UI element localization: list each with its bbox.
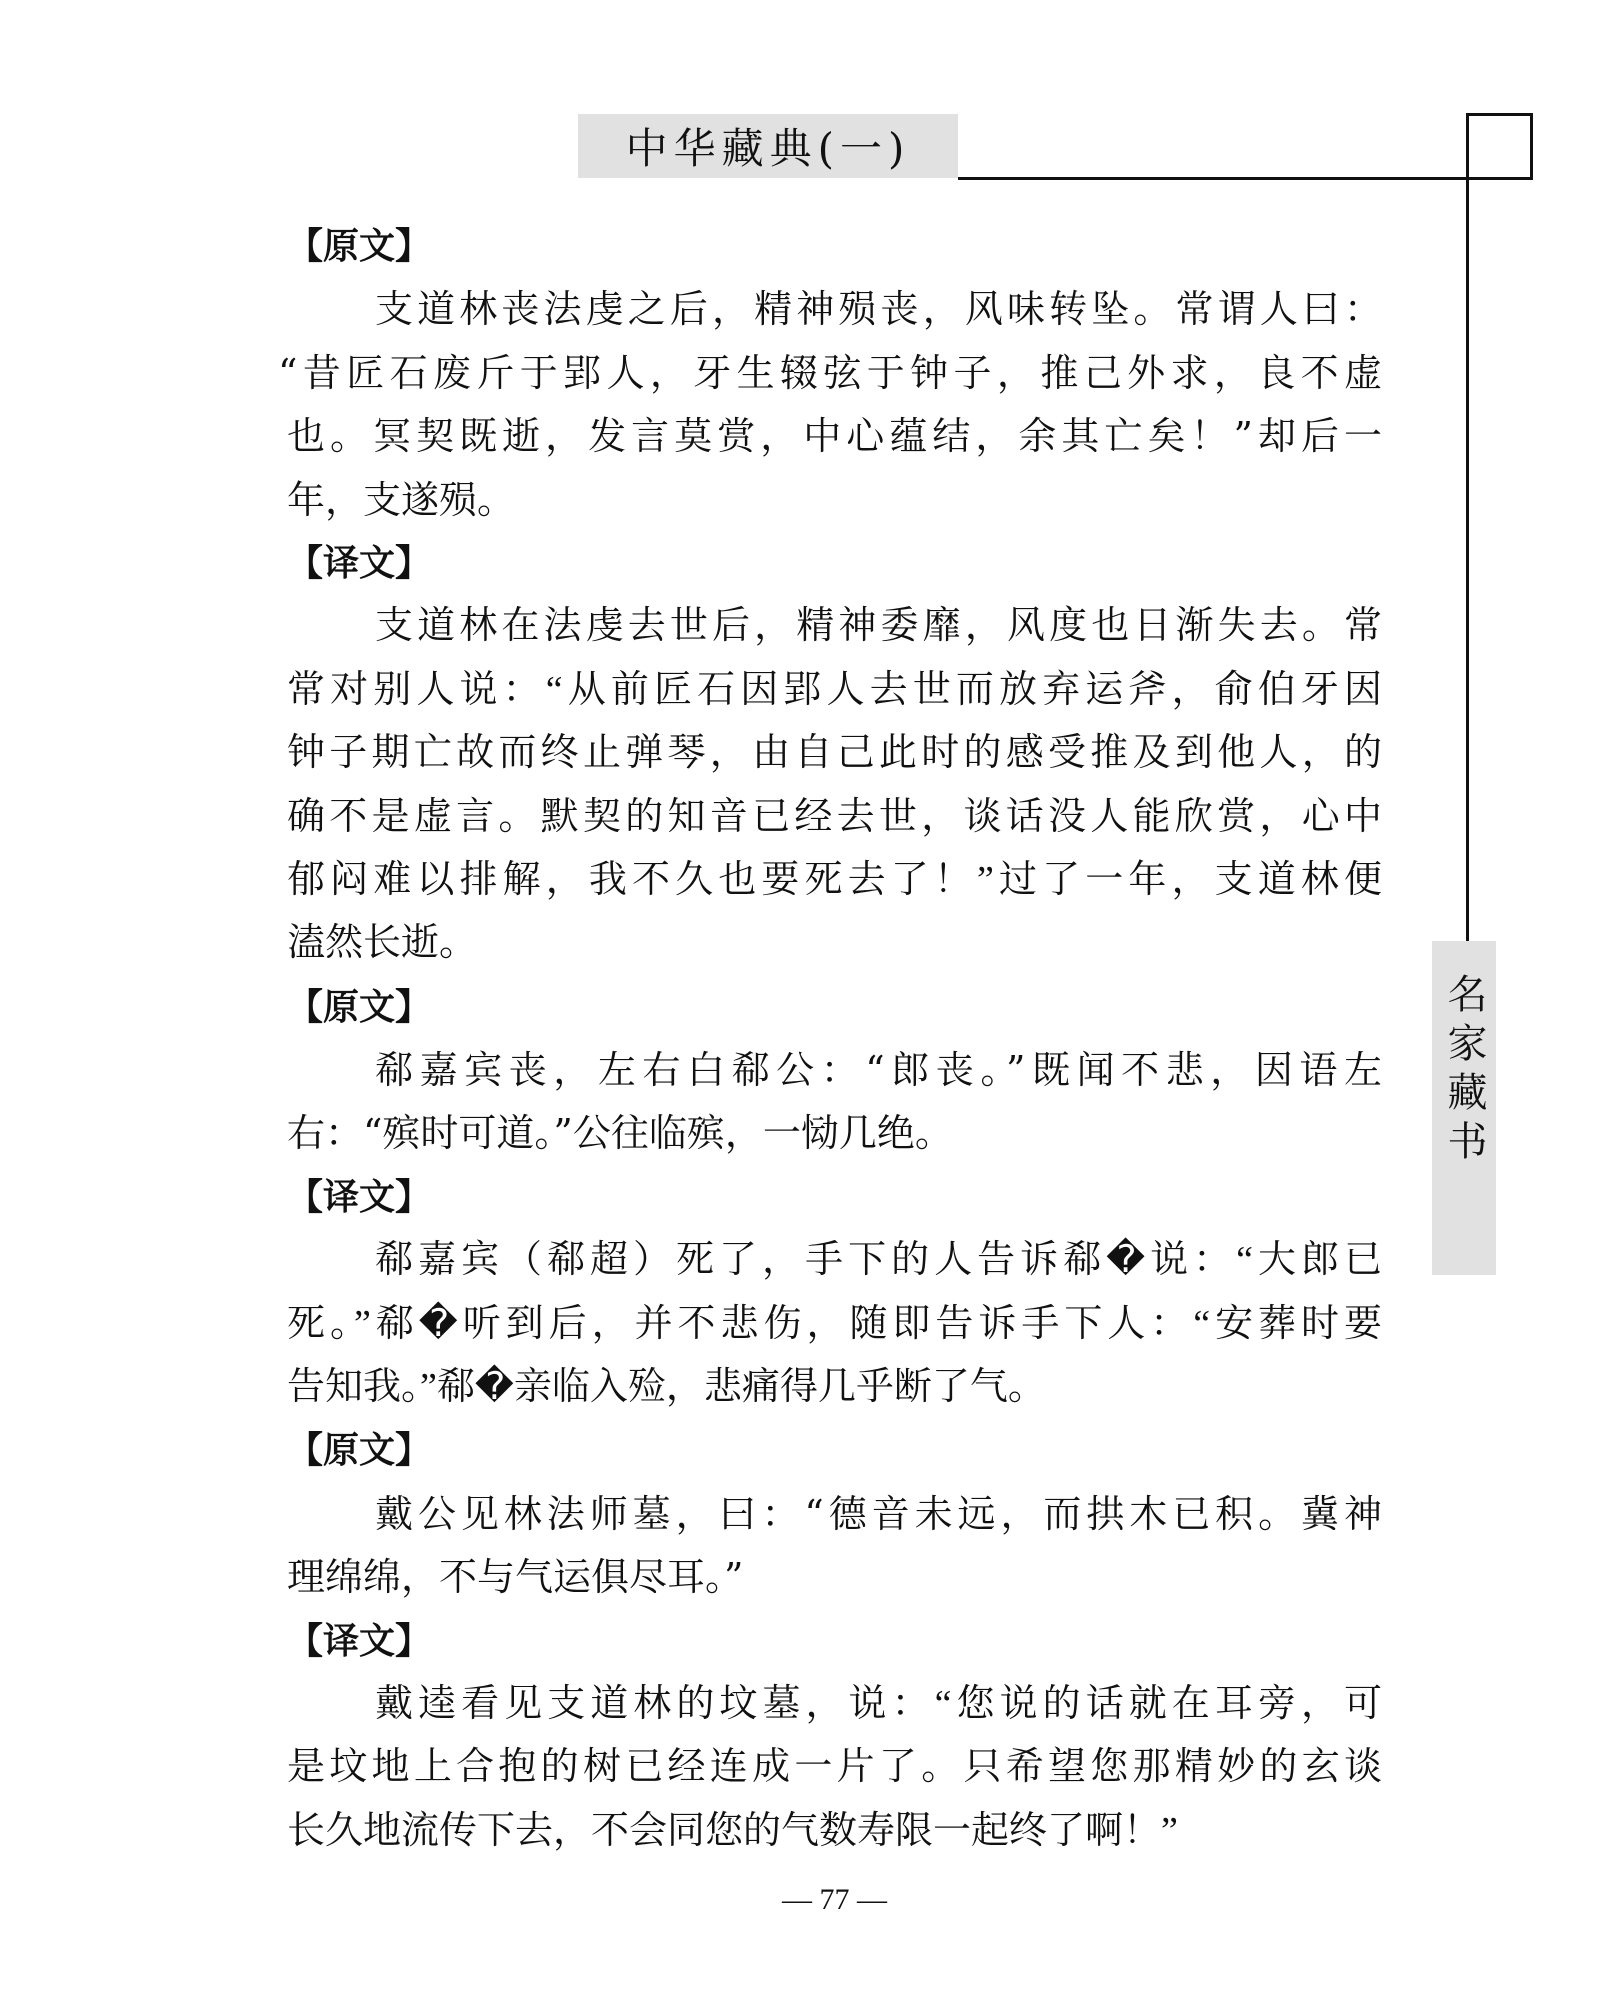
page-body	[278, 215, 1382, 1863]
text-line: 理绵绵，不与气运俱尽耳。”	[287, 1555, 744, 1600]
text-line: 戴逵看见支道林的坟墓，说：“您说的话就在耳旁，可	[375, 1682, 1382, 1725]
text-line: 常对别人说：“从前匠石因郢人去世而放弃运斧，俞伯牙因	[287, 668, 1382, 711]
text-line: 支道林在法虔去世后，精神委靡，风度也日渐失去。常	[375, 605, 1382, 648]
translation-section	[287, 1166, 1382, 1420]
corner-square-ornament	[1466, 113, 1533, 180]
text-line: 右：“殡时可道。”公往临殡，一恸几绝。	[287, 1111, 953, 1156]
side-tab-label: 名家藏书	[1441, 973, 1487, 1169]
text-line: 是坟地上合抱的树已经连成一片了。只希望您那精妙的玄谈	[287, 1746, 1382, 1789]
text-line: 郗嘉宾（郗超）死了，手下的人告诉郗�说：“大郎已	[375, 1239, 1382, 1282]
header-rule	[958, 177, 1533, 180]
text-line: 支道林丧法虔之后，精神殒丧，风味转坠。常谓人曰：	[375, 287, 1382, 332]
page-number: — 77 —	[782, 1883, 887, 1916]
side-tab	[1432, 941, 1496, 1275]
text-line: 溘然长逝。	[287, 922, 478, 965]
text-line: 钟子期亡故而终止弹琴，由自己此时的感受推及到他人，的	[287, 732, 1382, 775]
section-heading: 【原文】	[287, 226, 432, 267]
translation-section	[287, 1610, 1382, 1864]
text-line: 也。冥契既逝，发言莫赏，中心蕴结，余其亡矣！”却后一	[287, 414, 1382, 459]
section-heading: 【译文】	[287, 1620, 432, 1662]
running-header	[578, 114, 958, 178]
translation-section	[287, 532, 1382, 976]
book-title: 中华藏典(一)	[625, 124, 911, 173]
original-text-section	[278, 215, 1382, 532]
text-line: 年，支遂殒。	[287, 477, 516, 522]
text-line: 戴公见林法师墓，曰：“德音未远，而拱木已积。冀神	[375, 1491, 1382, 1536]
section-heading: 【译文】	[287, 542, 432, 584]
section-heading: 【原文】	[287, 986, 432, 1028]
text-line: 告知我。”郗�亲临入殓，悲痛得几乎断了气。	[287, 1366, 1046, 1409]
original-text-section	[287, 976, 1382, 1166]
text-line: 长久地流传下去，不会同您的气数寿限一起终了啊！”	[287, 1809, 1178, 1852]
text-line: 确不是虚言。默契的知音已经去世，谈话没人能欣赏，心中	[287, 795, 1382, 838]
margin-rule	[1466, 113, 1469, 941]
text-line: “昔匠石废斤于郢人，牙生辍弦于钟子，推己外求，良不虚	[278, 350, 1382, 395]
section-heading: 【译文】	[287, 1176, 432, 1218]
text-line: 郗嘉宾丧，左右白郗公：“郎丧。”既闻不悲，因语左	[375, 1048, 1382, 1093]
section-heading: 【原文】	[287, 1430, 432, 1472]
text-line: 郁闷难以排解，我不久也要死去了！”过了一年，支道林便	[287, 858, 1382, 901]
original-text-section	[287, 1419, 1382, 1609]
text-line: 死。”郗�听到后，并不悲伤，随即告诉手下人：“安葬时要	[287, 1302, 1382, 1345]
